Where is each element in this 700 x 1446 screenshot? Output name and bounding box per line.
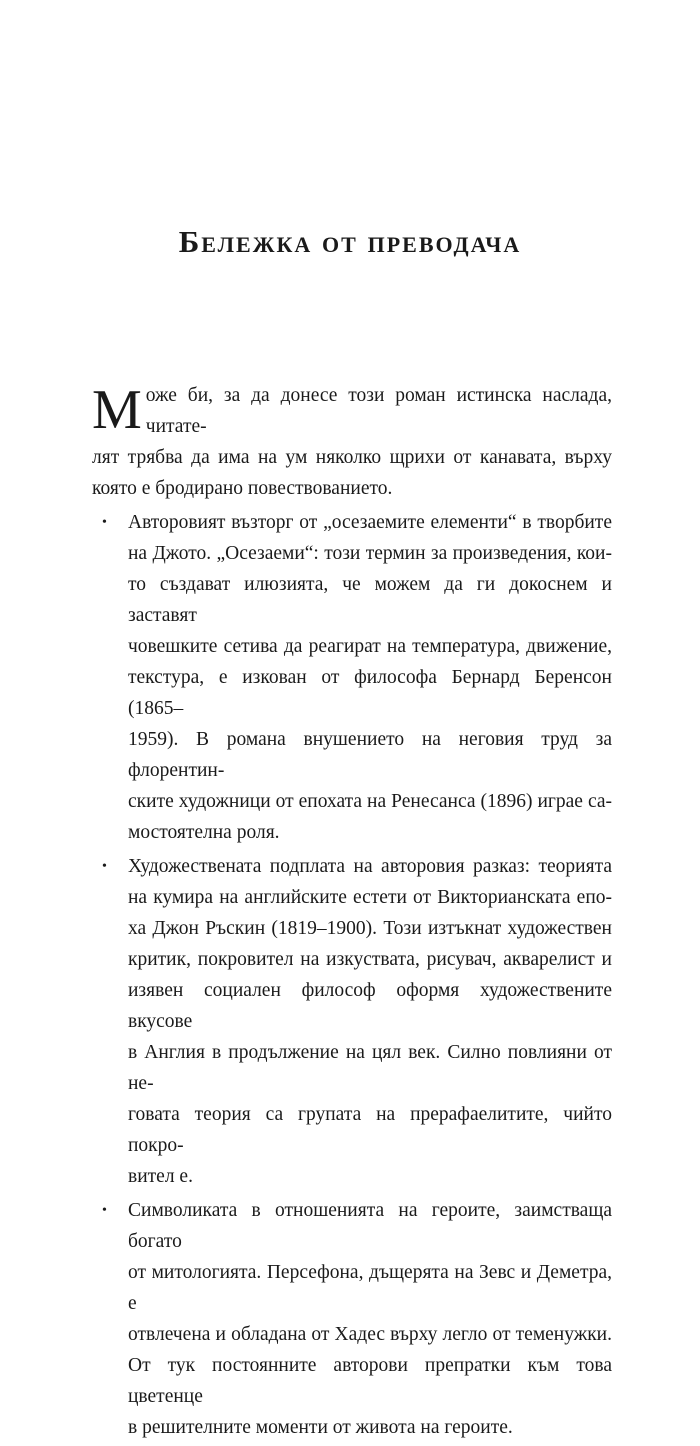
text-line: Символиката в отношенията на героите, заимстваща богато <box>128 1200 612 1252</box>
text-line: изявен социален философ оформя художествените вкусове <box>128 980 612 1032</box>
drop-cap: М <box>92 379 142 441</box>
bullet-item <box>92 507 612 848</box>
text-line: в решителните моменти от живота на героите. <box>128 1417 513 1438</box>
text-line: в Англия в продължение на цял век. Силно повлияни от не- <box>128 1042 612 1094</box>
bullet-item <box>92 851 612 1192</box>
text-line: отвлечена и обладана от Хадес върху легло от теменужки. <box>128 1324 612 1345</box>
page-title: Бележка от преводача <box>178 224 522 259</box>
text-line: на Джото. „Осезаеми“: този термин за произведения, кои- <box>128 543 612 564</box>
text-line: мостоятелна роля. <box>128 822 280 843</box>
text-line: която е бродирано повествованието. <box>92 478 393 499</box>
text-line: говата теория са групата на прерафаелитите, чийто покро- <box>128 1104 612 1156</box>
text-line: на кумира на английските естети от Викторианската епо- <box>128 887 612 908</box>
text-line: Авторовият възторг от „осезаемите елементи“ в творбите <box>128 512 612 533</box>
bullet-icon: • <box>102 515 107 530</box>
text-line: ските художници от епохата на Ренесанса (1896) играе са- <box>128 791 612 812</box>
text-line: вител е. <box>128 1166 193 1187</box>
text-line: то създават илюзията, че можем да ги докоснем и заставят <box>128 574 612 626</box>
text-line: човешките сетива да реагират на температура, движение, <box>128 636 612 657</box>
text-line: оже би, за да донесе този роман истинска наслада, читате- <box>145 385 612 437</box>
text-line: Художествената подплата на авторовия разказ: теорията <box>128 856 612 877</box>
text-line: текстура, е изкован от философа Бернард Беренсон (1865– <box>128 667 612 719</box>
text-line: 1959). В романа внушението на неговия труд за флорентин- <box>128 729 612 781</box>
bullet-icon: • <box>102 1203 107 1218</box>
text-line: от митологията. Персефона, дъщерята на Зевс и Деметра, е <box>128 1262 612 1314</box>
bullet-icon: • <box>102 859 107 874</box>
text-line: лят трябва да има на ум няколко щрихи от канавата, върху <box>92 447 612 468</box>
body-text <box>92 380 612 1446</box>
intro-paragraph <box>92 380 612 504</box>
text-line: От тук постоянните авторови препратки към това цветенце <box>128 1355 612 1407</box>
bullet-item <box>92 1195 612 1443</box>
bullet-list <box>92 507 612 1443</box>
text-line: критик, покровител на изкуствата, рисувач, акварелист и <box>128 949 612 970</box>
text-line: ха Джон Ръскин (1819–1900). Този изтъкнат художествен <box>128 918 612 939</box>
